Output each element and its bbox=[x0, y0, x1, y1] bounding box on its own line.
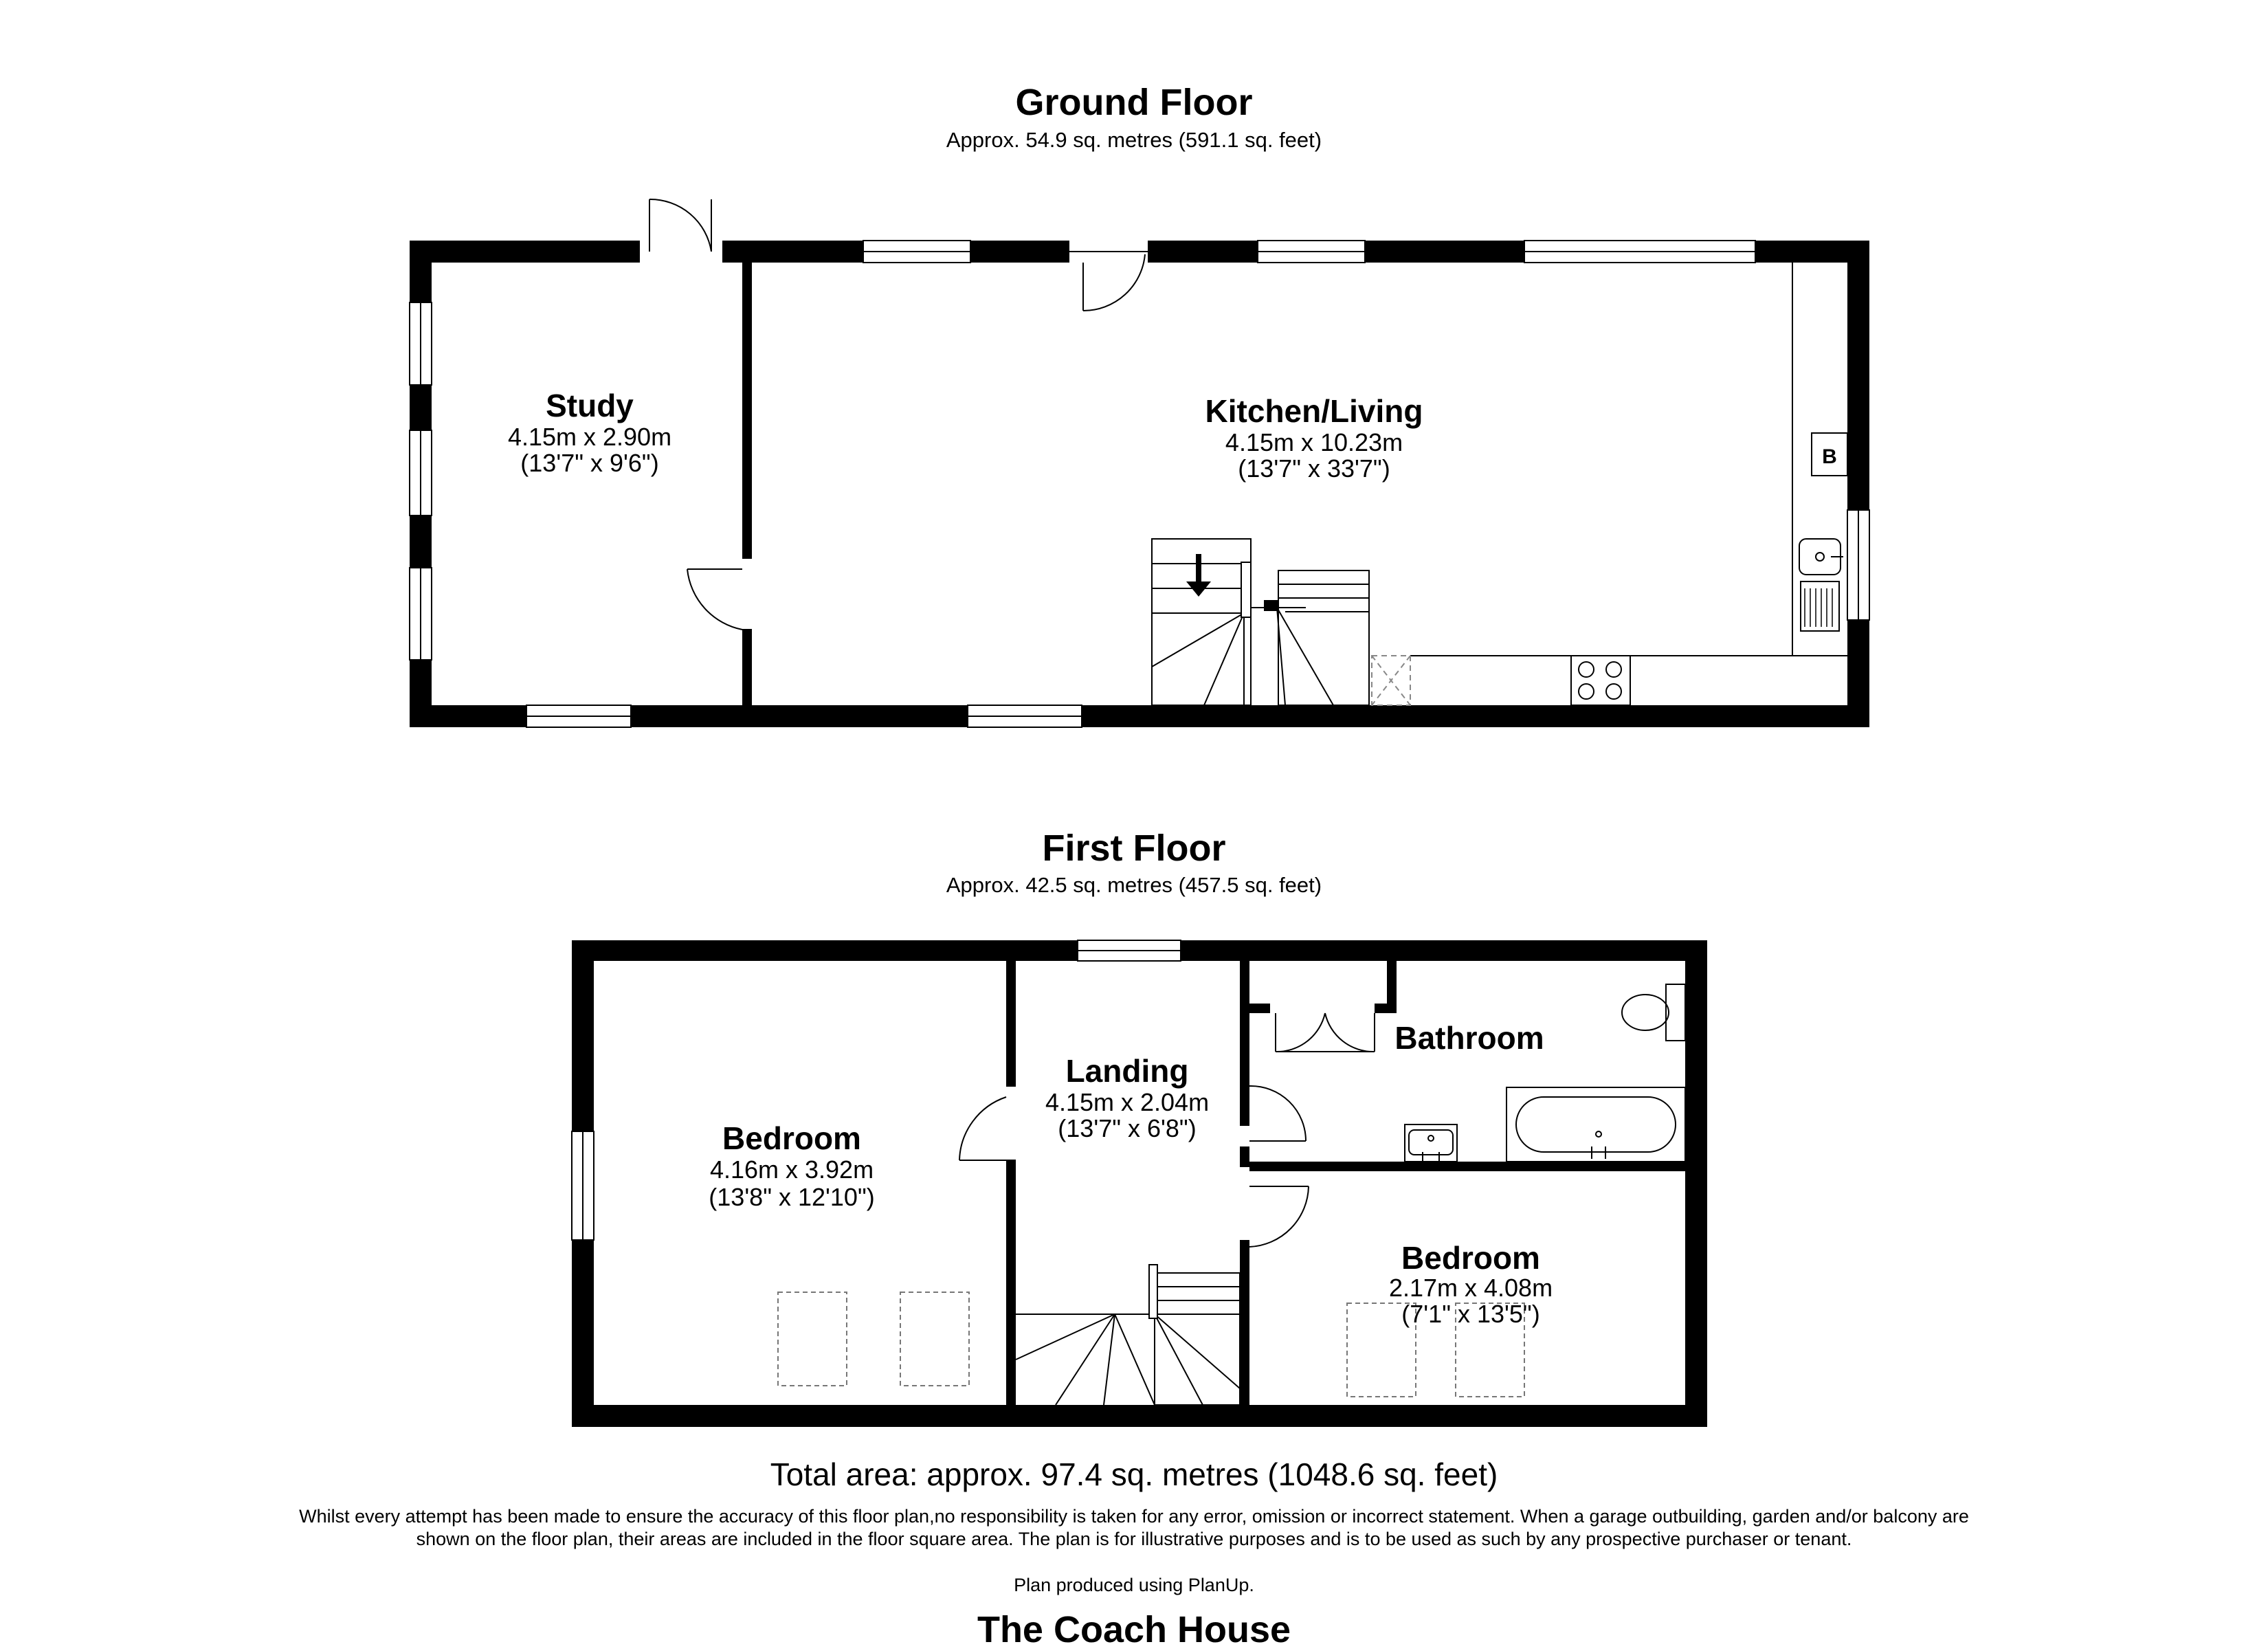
gf-stairs-down-arrow bbox=[1186, 554, 1211, 597]
ff-room-bedroom2-metric: 2.17m x 4.08m bbox=[1388, 1274, 1553, 1302]
ff-bath bbox=[1507, 1087, 1685, 1162]
gf-room-study-imperial: (13'7" x 9'6") bbox=[520, 449, 659, 477]
ff-partition-bedroom-landing-upper bbox=[1006, 961, 1016, 1086]
ff-door-bedroom2 bbox=[1249, 1186, 1309, 1247]
first-floor-area: Approx. 42.5 sq. metres (457.5 sq. feet) bbox=[946, 873, 1322, 897]
ground-floor-plan bbox=[410, 199, 1869, 727]
gf-room-kitchen-imperial: (13'7" x 33'7") bbox=[1238, 454, 1390, 483]
ff-roof-window-2 bbox=[900, 1292, 969, 1386]
plan-credit: Plan produced using PlanUp. bbox=[1014, 1575, 1254, 1595]
ff-room-landing-imperial: (13'7" x 6'8") bbox=[1058, 1114, 1197, 1142]
gf-partition-lower bbox=[742, 630, 752, 705]
gf-room-kitchen-metric: 4.15m x 10.23m bbox=[1225, 428, 1403, 456]
ff-room-bedroom1-name: Bedroom bbox=[722, 1120, 861, 1156]
ff-room-landing-name: Landing bbox=[1065, 1053, 1189, 1089]
ff-staircase bbox=[1016, 1265, 1240, 1405]
gf-room-study-name: Study bbox=[546, 388, 634, 423]
total-area: Total area: approx. 97.4 sq. metres (1048.6 sq. feet) bbox=[770, 1456, 1498, 1492]
ff-outer-wall-right bbox=[1685, 940, 1707, 1427]
gf-room-kitchen-name: Kitchen/Living bbox=[1205, 393, 1423, 429]
ff-cupboard-wall-right-foot bbox=[1375, 1004, 1397, 1013]
ff-room-bedroom1-metric: 4.16m x 3.92m bbox=[709, 1155, 874, 1184]
gf-sink bbox=[1799, 539, 1843, 631]
property-name: The Coach House bbox=[977, 1609, 1291, 1650]
ff-room-landing-metric: 4.15m x 2.04m bbox=[1045, 1088, 1210, 1116]
ff-partition-bedroom-landing-lower bbox=[1006, 1160, 1016, 1405]
ff-toilet bbox=[1622, 984, 1685, 1041]
ground-floor-area: Approx. 54.9 sq. metres (591.1 sq. feet) bbox=[946, 128, 1322, 152]
gf-partition-upper bbox=[742, 263, 752, 558]
gf-dishwasher-hatch bbox=[1372, 656, 1410, 705]
ff-partition-landing-bath-mid bbox=[1240, 1146, 1249, 1167]
gf-hob bbox=[1571, 656, 1630, 705]
ff-partition-landing-bed2-lower bbox=[1240, 1240, 1249, 1405]
ff-roof-window-1 bbox=[778, 1292, 847, 1386]
ff-outer-wall-bottom bbox=[572, 1405, 1707, 1427]
ff-room-bedroom1-imperial: (13'8" x 12'10") bbox=[709, 1183, 875, 1211]
ff-partition-landing-bath-upper bbox=[1240, 961, 1249, 1126]
gf-outer-wall-top-left bbox=[410, 241, 640, 263]
gf-boiler bbox=[1812, 433, 1847, 476]
gf-staircase bbox=[1152, 539, 1369, 705]
gf-boiler-label: B bbox=[1822, 445, 1837, 468]
ff-room-bedroom2-imperial: (7'1" x 13'5") bbox=[1401, 1300, 1540, 1328]
disclaimer: Whilst every attempt has been made to ensure the accuracy of this floor plan,no responsibility is taken for any error, omission or incorrect statement. When a garage outbuilding, garden and/or balcony are shown on the floor plan, their areas are included in the floor square area. The plan is for illustrative purposes and is to be used as such by any prospective purchaser or tenant. bbox=[299, 1506, 1969, 1549]
first-floor-title: First Floor bbox=[1042, 828, 1226, 869]
gf-kitchen-units bbox=[1410, 263, 1847, 656]
ff-washbasin bbox=[1405, 1124, 1457, 1162]
ff-cupboard-wall-left bbox=[1249, 1004, 1270, 1013]
gf-door-study-internal bbox=[687, 558, 752, 630]
first-floor-plan bbox=[572, 940, 1707, 1427]
ff-cupboard-doors bbox=[1276, 1013, 1375, 1052]
ff-partition-bath-bed2 bbox=[1249, 1162, 1685, 1171]
ground-floor-title: Ground Floor bbox=[1015, 82, 1253, 123]
gf-door-study-entrance bbox=[649, 199, 711, 252]
ff-room-bathroom-name: Bathroom bbox=[1394, 1020, 1544, 1056]
gf-room-study-metric: 4.15m x 2.90m bbox=[507, 423, 672, 451]
gf-outer-wall-right bbox=[1847, 241, 1869, 727]
ff-room-bedroom2-name: Bedroom bbox=[1401, 1240, 1540, 1276]
ff-door-bathroom bbox=[1249, 1086, 1306, 1141]
ff-door-bedroom1 bbox=[959, 1086, 1016, 1160]
